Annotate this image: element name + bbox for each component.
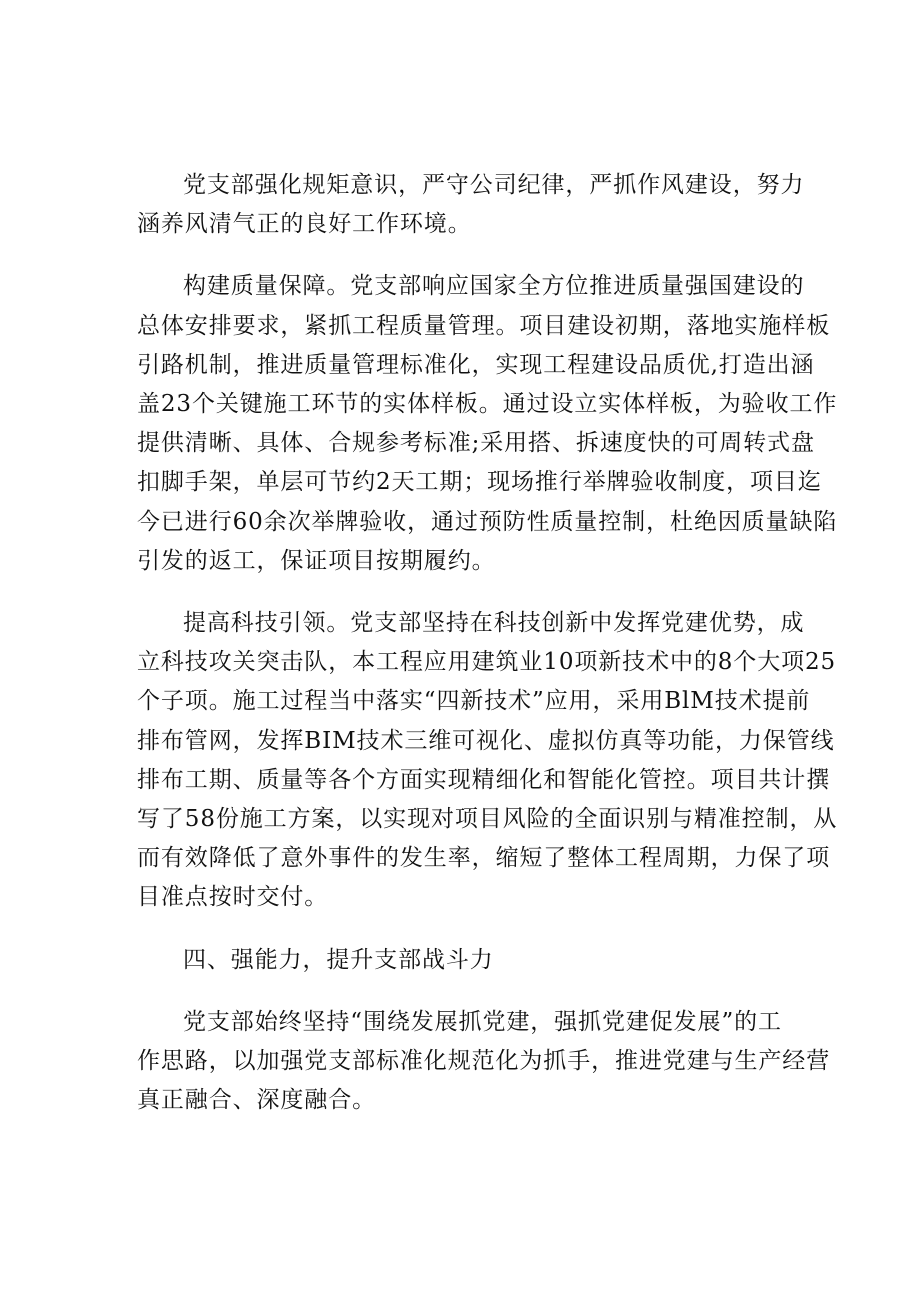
- text-line: 立科技攻关突击队，本工程应用建筑业10项新技术中的8个大项25: [137, 649, 837, 676]
- text-line: 提高科技引领。党支部坚持在科技创新中发挥党建优势，成: [183, 610, 805, 637]
- text-line: 而有效降低了意外事件的发生率，缩短了整体工程周期，力保了项: [137, 845, 831, 872]
- paragraph-work-approach: [137, 1003, 831, 1121]
- text-line: 引路机制，推进质量管理标准化，实现工程建设品质优,打造出涵: [137, 351, 815, 378]
- section-heading: [137, 941, 797, 980]
- text-line: 总体安排要求，紧抓工程质量管理。项目建设初期，落地实施样板: [137, 312, 831, 339]
- text-line: 扣脚手架，单层可节约2天工期；现场推行举牌验收制度，项目迄: [137, 469, 822, 496]
- text-line: 引发的返工，保证项目按期履约。: [137, 547, 496, 574]
- text-line: 构建质量保障。党支部响应国家全方位推进质量强国建设的: [183, 273, 805, 300]
- paragraph-quality-assurance: [137, 267, 838, 581]
- text-line: 个子项。施工过程当中落实“四新技术”应用，采用BlM技术提前: [137, 688, 811, 715]
- text-line: 目准点按时交付。: [137, 884, 329, 911]
- section-heading-text: 四、强能力，提升支部战斗力: [183, 946, 494, 973]
- text-line: 排布工期、质量等各个方面实现精细化和智能化管控。项目共计撰: [137, 766, 831, 793]
- text-line: 作思路，以加强党支部标准化规范化为抓手，推进党建与生产经营: [137, 1048, 831, 1075]
- text-line: 今已进行60余次举牌验收，通过预防性质量控制，杜绝因质量缺陷: [137, 508, 838, 535]
- paragraph-discipline: [137, 166, 805, 244]
- document-body: [137, 166, 838, 1143]
- text-line: 真正融合、深度融合。: [137, 1087, 376, 1114]
- text-line: 涵养风清气正的良好工作环境。: [137, 211, 472, 238]
- text-line: 写了58份施工方案，以实现对项目风险的全面识别与精准控制，从: [137, 806, 838, 833]
- text-line: 盖23个关键施工环节的实体样板。通过设立实体样板，为验收工作: [137, 391, 838, 418]
- text-line: 提供清晰、具体、合规参考标准;采用搭、拆速度快的可周转式盘: [137, 430, 815, 457]
- text-line: 党支部强化规矩意识，严守公司纪律，严抓作风建设，努力: [183, 172, 805, 198]
- text-line: 排布管网，发挥BIM技术三维可视化、虚拟仿真等功能，力保管线: [137, 727, 835, 754]
- text-line: 党支部始终坚持“围绕发展抓党建，强抓党建促发展”的工: [183, 1008, 782, 1035]
- paragraph-technology-leadership: [137, 604, 838, 918]
